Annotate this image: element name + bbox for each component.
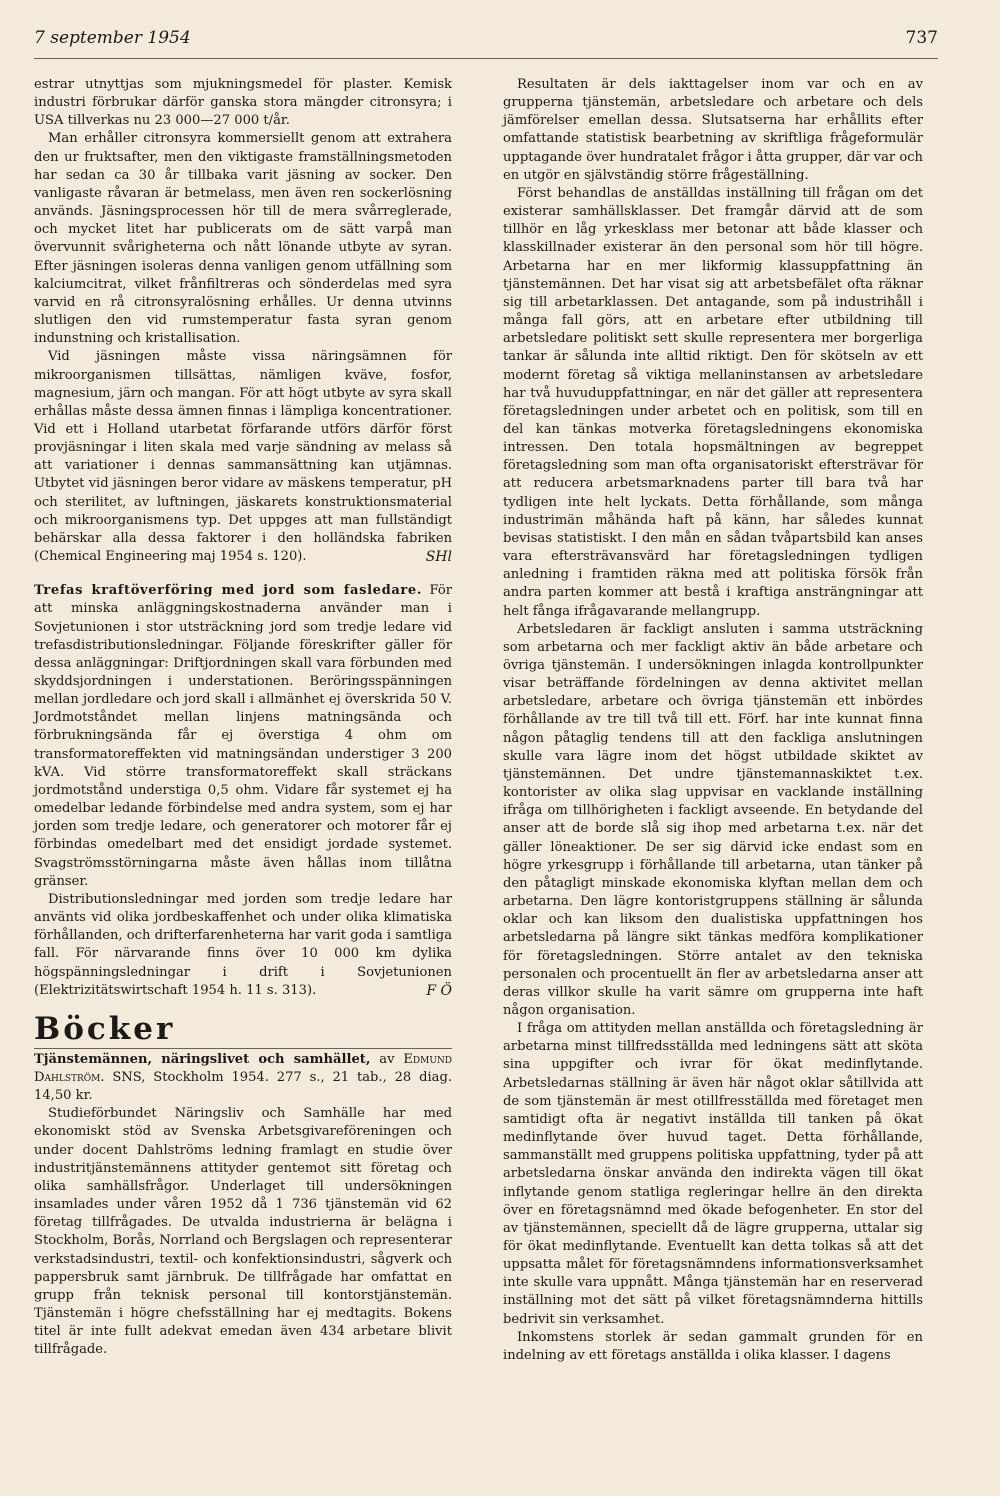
issue-date: 7 september 1954	[34, 28, 191, 48]
book-by: av	[379, 1051, 395, 1067]
review-paragraph-6: Inkomstens storlek är sedan gammalt grunden för en indelning av ett företags anställda i olika klasser. I dagens	[503, 1329, 923, 1363]
author-signature-shl: SHl	[425, 549, 452, 566]
citric-acid-text-3: Vid jäsningen måste vissa näringsämnen för mikroorganismen tillsättas, nämligen kväve, fosfor, magnesium, järn och mangan. För att högt utbyte av syra skall erhållas måste dessa ämnen finnas i lämpliga koncentrationer. Vid ett i Holland utarbetat förfarande utförs därför först provjäsningar i liten skala med varje sändning av melass så att variationer i dennas sammansättning kan utjämnas. Utbytet vid jäsningen beror vidare av mäskens temperatur, pH och sterilitet, av luftningen, jäskarets konstruktionsmaterial och mikroorganismens typ. Det uppges att man fullständigt behärskar alla dessa faktorer i den holländska fabriken (Chemical Engineering maj 1954 s. 120).	[34, 349, 452, 565]
transmission-article	[34, 582, 452, 891]
book-author: Edmund Dahlström.	[34, 1051, 452, 1085]
book-review-paragraph-1: Studieförbundet Näringsliv och Samhälle har med ekonomiskt stöd av Svenska Arbetsgivareföreningen och under docent Dahlströms ledning framlagt en studie över industritjänstemännens attityder gentemot sitt företag och olika samhällsfrågor. Underlaget till undersökningen insamlades under våren 1952 då 1 736 tjänstemän vid 62 företag tillfrågades. De utvalda industrierna är belägna i Stockholm, Borås, Norrland och Bergslagen och representerar verkstadsindustri, textil- och konfektionsindustri, sågverk och pappersbruk samt järnbruk. De tillfrågade har omfattat en grupp från teknisk personal till kontorstjänstemän. Tjänstemän i högre chefsställning har ej medtagits. Bokens titel är inte fullt adekvat emedan även 434 arbetare blivit tillfrågade.	[34, 1106, 452, 1358]
left-column	[34, 76, 452, 1359]
review-paragraph-4: Arbetsledaren är fackligt ansluten i samma utsträckning som arbetarna och mer fackligt aktiv än både arbetare och övriga tjänstemän. I undersökningen inlagda kontrollpunkter visar beträffande fördelningen av denna aktivitet mellan arbetsledare, arbetare och övriga tjänstemän ett inbördes förhållande av tre till två till ett. Förf. har inte kunnat finna någon påtaglig tendens till att den fackliga anslutningen skulle vara lägre inom det högst utbildade skiktet av tjänstemännen. Det undre tjänstemannaskiktet t.ex. kontorister av olika slag uppvisar en vacklande inställning ifråga om tillhörigheten i fackligt avseende. En betydande del anser att de borde slå sig ihop med arbetarna t.ex. när det gäller löneaktioner. De ser sig därvid icke endast som en högre yrkesgrupp i förhållande till arbetarna, utan tänker på den påtagligt minskade ekonomiska klyftan mellan dem och arbetarna. Den lägre kontoristgruppens ställning är sålunda oklar och kan liksom den dualistiska uppfattningen hos arbetsledarna på längre sikt tänkas medföra komplikationer för företagsledningen. Större antalet av den tekniska personalen och procentuellt än fler av arbetsledarna anser att deras villkor skulle ha varit sämre om grupperna inte haft någon organisation.	[503, 621, 923, 1018]
review-paragraph-5: I fråga om attityden mellan anställda och företagsledning är arbetarna minst tillfredsställda med ledningens sätt att sköta sina uppgifter och ivrar för ökat medinflytande. Arbetsledarnas ställning är även här något oklar såtillvida att de som tjänstemän är mest otillfresställda med företaget men samtidigt ofta är negativt inställda till tanken på ökat medinflytande över huvud taget. Detta förhållande, sammanställt med gruppens politiska uppfattning, tyder på att arbetsledarna önskar använda den indirekta vägen till ökat inflytande genom statliga regleringar hellre än den direkta över en företagsnämnd med ökade befogenheter. En stor del av tjänstemännen, speciellt då de lägre grupperna, uttalar sig för ökat medinflytande. Eventuellt kan detta tolkas så att det uppsatta målet för företagsnämndens informationsverksamhet inte skulle vara uppnått. Många tjänstemän har en reserverad inställning mot det sätt på vilket företagsnämnderna hittills bedrivit sin verksamhet.	[503, 1021, 923, 1327]
book-entry	[34, 1051, 452, 1105]
citric-acid-paragraph-1: estrar utnyttjas som mjukningsmedel för plaster. Kemisk industri förbrukar därför ganska stora mängder citronsyra; i USA tillverkas nu 23 000—27 000 t/år.	[34, 77, 452, 129]
book-publication: SNS, Stockholm 1954. 277 s., 21 tab., 28 diag. 14,50 kr.	[34, 1069, 452, 1104]
right-column	[503, 76, 923, 1365]
transmission-heading: Trefas kraftöverföring med jord som fasledare.	[34, 583, 423, 599]
citric-acid-paragraph-3	[34, 348, 452, 566]
page-header	[34, 28, 938, 59]
transmission-text: För att minska anläggningskostnaderna använder man i Sovjetunionen i stor utsträckning jord som tredje ledare vid trefasdistributionsledningar. Följande föreskrifter gäller för dessa anläggningar: Driftjordningen skall vara förbunden med skyddsjordningen i understationen. Beröringsspänningen mellan jordledare och jord skall i allmänhet ej överskrida 50 V. Jordmotståndet mellan linjens matningsända och förbrukningsända får ej överstiga 4 ohm om transformatoreffekten vid matningsändan understiger 3 200 kVA. Vid större transformatoreffekt skall sträckans jordmotstånd understiga 0,5 ohm. Vidare får systemet ej ha omedelbar ledande förbindelse med andra system, som ej har jorden som tredje ledare, och generatorer och motorer får ej förbindas omedelbart med det ensidigt jordade systemet. Svagströmsstörningarna måste även hållas inom tillåtna gränser.	[34, 583, 452, 889]
distribution-paragraph	[34, 891, 452, 1000]
distribution-text: Distributionsledningar med jorden som tredje ledare har använts vid olika jordbeskaffenhet och under olika klimatiska förhållanden, och drifterfarenheterna har varit goda i samtliga fall. För närvarande finns över 10 000 km dylika högspänningsledningar i drift i Sovjetunionen (Elektrizitätswirtschaft 1954 h. 11 s. 313).	[34, 891, 452, 998]
book-title: Tjänstemännen, näringslivet och samhället,	[34, 1051, 371, 1067]
review-paragraph-3: Först behandlas de anställdas inställning till frågan om det existerar samhällsklasser. Det framgår därvid att de som tillhör en låg yrkesklass mer betonar att både klasser och klasskillnader existerar än den personal som hör till högre. Arbetarna har en mer likformig klassuppfattning än tjänstemännen. Det har visat sig att arbetsbefälet ofta räknar sig till arbetarklassen. Det antagande, som på industrihåll i många fall görs, att en arbetare efter utbildning till arbetsledare politiskt sett skulle representera mer borgerliga tankar är sålunda inte alltid riktigt. Den för skötseln av ett modernt företag så viktiga mellaninstansen av arbetsledare har två huvuduppfattningar, en när det gäller att representera företagsledningen under arbetet och en politisk, som till en del kan tänkas motverka företagsledningens ekonomiska intressen. Den totala hopsmältningen av begreppet företagsledning som man ofta organisatoriskt eftersträvar för att reducera arbetsmarknadens parter till bara två har tydligen inte helt lyckats. Detta förhållande, som många industrimän måhända haft på känn, har således kunnat bevisas statistiskt. I den mån en sådan tvåpartsbild kan anses vara eftersträvansvärd har företagsledningen tydligen anledning i framtiden räkna med att politiska försök från andra parten kommer att bestå i kraftiga ansträngningar att helt fånga ifrågavarande mellangrupp.	[503, 185, 923, 619]
page-number: 737	[905, 28, 938, 48]
section-title-books: Böcker	[34, 1010, 452, 1049]
review-paragraph-2: Resultaten är dels iakttagelser inom var och en av grupperna tjänstemän, arbetsledare och arbetare och dels jämförelser emellan dessa. Slutsatserna har erhållits efter omfattande statistisk bearbetning av skriftliga frågeformulär upptagande över hundratalet frågor i åtta grupper, där var och en utgör en självständig större frågeställning.	[503, 77, 923, 183]
spacer	[34, 566, 452, 582]
author-signature-fo: F Ö	[426, 982, 452, 999]
citric-acid-paragraph-2: Man erhåller citronsyra kommersiellt genom att extrahera den ur fruktsafter, men den viktigaste framställningsmetoden har sedan ca 30 år tillbaka varit jäsning av socker. Den vanligaste råvaran är betmelass, men även ren sockerlösning används. Jäsningsprocessen hör till de mera svårreglerade, och mycket litet har publicerats om de sätt varpå man övervunnit svårigheterna och nått lönande utbyte av syran. Efter jäsningen isoleras denna vanligen genom utfällning som kalciumcitrat, vilket frånfiltreras och sönderdelas med syra varvid en rå citronsyralösning erhålles. Ur denna utvinns slutligen den vid rumstemperatur fasta syran genom indunstning och kristallisation.	[34, 131, 452, 347]
